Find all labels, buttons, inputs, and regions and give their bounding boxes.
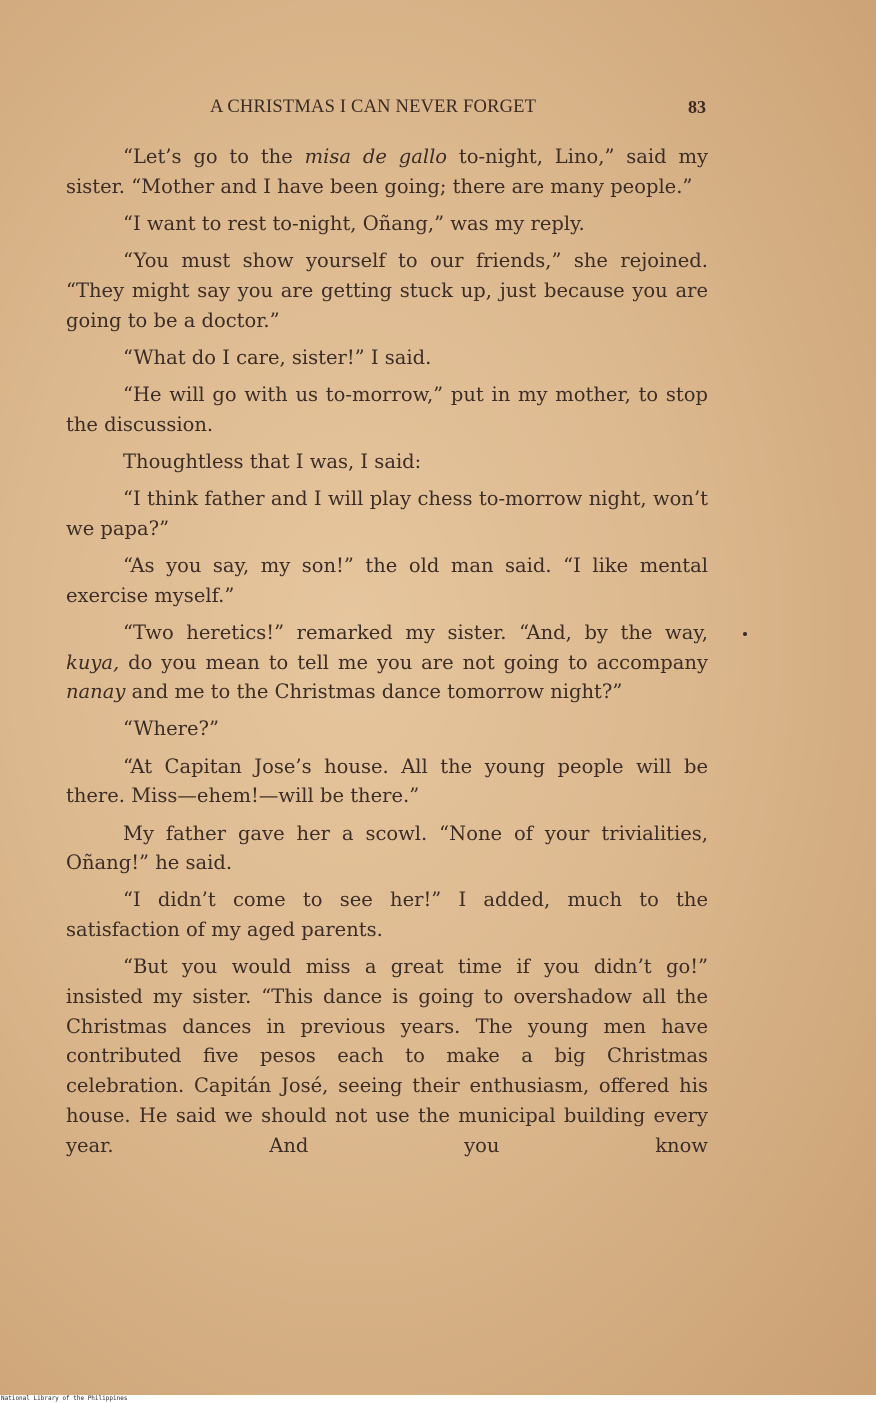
text-run: Thoughtless that I was, I said: [123,449,422,473]
paragraph [66,885,708,944]
text-run: “As you say, my son!” the old man said. “I like mental exercise myself.” [66,553,708,607]
page-number: 83 [688,97,706,117]
text-run: “Two heretics!” remarked my sister. “And, by the way, [123,620,708,644]
footer-bar [0,1395,876,1403]
italic-text: misa de gallo [304,145,448,168]
text-run: “I want to rest to-night, Oñang,” was my reply. [123,211,585,235]
text-run: “You must show yourself to our friends,” she rejoined. “They might say you are getting stuck up, just because you are going to be a doctor.” [66,249,708,332]
text-run: “What do I care, sister!” I said. [123,345,432,369]
italic-text: kuya, [66,650,120,674]
paragraph [66,209,708,239]
text-run: “I didn’t come to see her!” I added, much to the satisfaction of my aged parents. [66,888,708,942]
paragraph [66,618,708,707]
body-text [66,142,708,1168]
text-run: “Let’s go to the [123,145,305,168]
paragraph [66,142,708,201]
paragraph [66,380,708,439]
paragraph [66,819,708,878]
paragraph [66,343,708,373]
text-run: “Where?” [123,717,219,741]
text-run: “I think father and I will play chess to-morrow night, won’t we papa?” [66,487,708,540]
paragraph [66,952,708,1160]
text-run: My father gave her a scowl. “None of your trivialities, Oñang!” he said. [66,821,708,875]
paragraph [66,752,708,811]
page-header [66,97,708,123]
running-title: A CHRISTMAS I CAN NEVER FORGET [210,97,537,117]
paragraph [66,551,708,610]
text-run: do you mean to tell me you are not going to accompany [119,650,708,674]
footer-credit: National Library of the Philippines [1,1395,128,1402]
text-run: “But you would miss a great time if you didn’t go!” insisted my sister. “This dance is going to overshadow all the Christmas dances in previous years. The young men have contributed five pesos each to make a big Christmas celebration. Capitán José, seeing their enthusiasm, offered his house. He said we should not use the municipal building every year. And you know [66,955,708,1157]
text-run: “At Capitan Jose’s house. All the young people will be there. Miss—ehem!—will be there.” [66,754,708,808]
paragraph [66,714,708,744]
ink-speck [743,632,747,636]
text-run: to-night, Lino,” said my sister. “Mother and I have been going; there are many people.” [66,145,708,198]
italic-text: nanay [66,680,126,704]
text-run: and me to the Christmas dance tomorrow night?” [125,680,623,704]
text-run: “He will go with us to-morrow,” put in my mother, to stop the discussion. [66,382,708,436]
paragraph [66,447,708,477]
paragraph [66,246,708,335]
paragraph [66,484,708,543]
